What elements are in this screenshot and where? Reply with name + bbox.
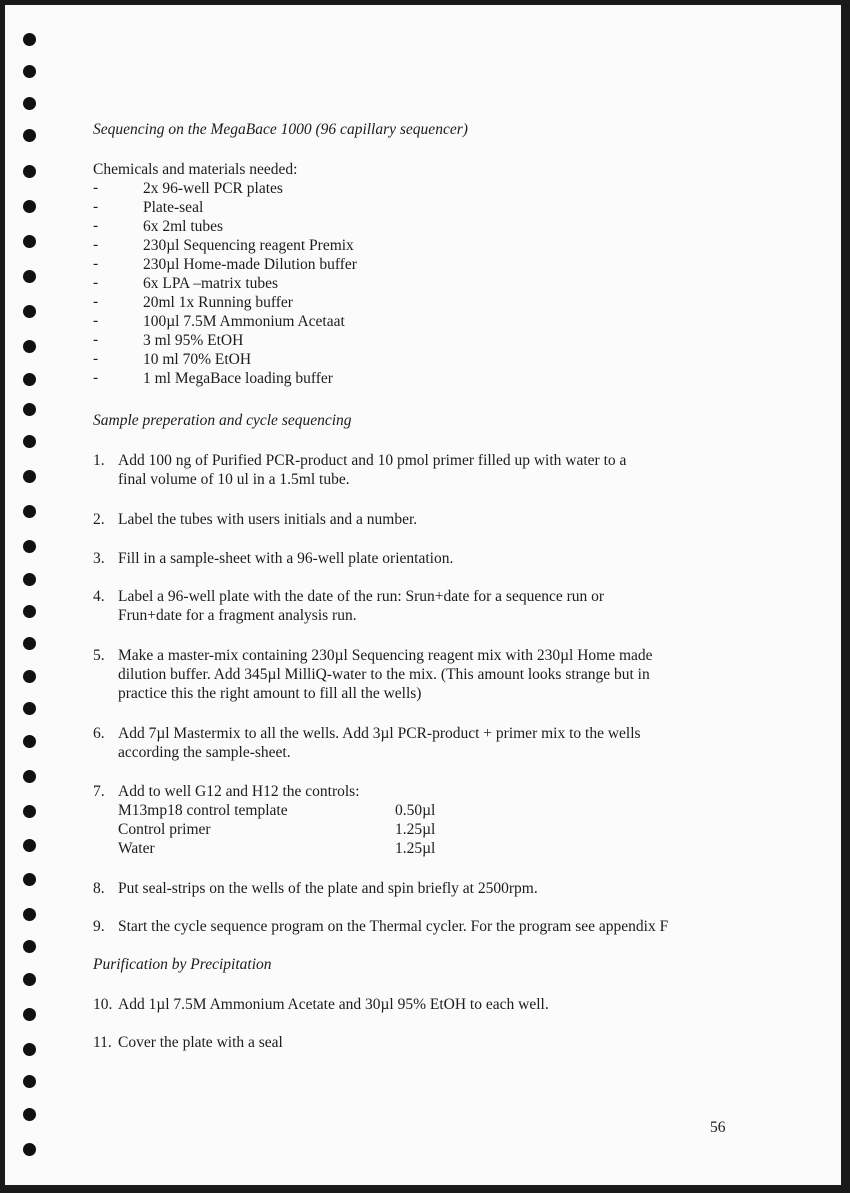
- page-number: 56: [710, 1119, 726, 1136]
- binder-hole: [23, 873, 36, 886]
- list-bullet: -: [93, 255, 99, 272]
- step-number: 8.: [93, 880, 105, 897]
- step-number: 9.: [93, 918, 105, 935]
- step-text: Label the tubes with users initials and a number.: [118, 511, 418, 528]
- binder-holes: [5, 5, 35, 1185]
- step-text: Add 100 ng of Purified PCR-product and 10 pmol primer filled up with water to a: [118, 452, 627, 469]
- step-number: 1.: [93, 452, 105, 469]
- list-bullet: -: [93, 312, 99, 329]
- step-number: 7.: [93, 783, 105, 800]
- step-text: according the sample-sheet.: [118, 744, 291, 761]
- binder-hole: [23, 65, 36, 78]
- binder-hole: [23, 973, 36, 986]
- list-bullet: -: [93, 198, 99, 215]
- step-text: Make a master-mix containing 230µl Sequencing reagent mix with 230µl Home made: [118, 647, 653, 664]
- binder-hole: [23, 505, 36, 518]
- section-heading-sample-prep: Sample preperation and cycle sequencing: [93, 412, 352, 429]
- binder-hole: [23, 805, 36, 818]
- list-bullet: -: [93, 369, 99, 386]
- control-name: Control primer: [118, 821, 211, 838]
- binder-hole: [23, 305, 36, 318]
- step-text: Add 7µl Mastermix to all the wells. Add 3µl PCR-product + primer mix to the wells: [118, 725, 641, 742]
- list-item: 6x LPA –matrix tubes: [143, 275, 279, 292]
- step-text: Fill in a sample-sheet with a 96-well plate orientation.: [118, 550, 454, 567]
- list-item: 10 ml 70% EtOH: [143, 351, 252, 368]
- binder-hole: [23, 435, 36, 448]
- step-number: 11.: [93, 1034, 112, 1051]
- list-item: 6x 2ml tubes: [143, 218, 224, 235]
- list-item: Plate-seal: [143, 199, 204, 216]
- list-bullet: -: [93, 217, 99, 234]
- step-number: 6.: [93, 725, 105, 742]
- step-text: Put seal-strips on the wells of the plate and spin briefly at 2500rpm.: [118, 880, 538, 897]
- list-item: 230µl Sequencing reagent Premix: [143, 237, 354, 254]
- step-text: Add 1µl 7.5M Ammonium Acetate and 30µl 95% EtOH to each well.: [118, 996, 549, 1013]
- document-title: Sequencing on the MegaBace 1000 (96 capillary sequencer): [93, 121, 468, 138]
- list-item: 230µl Home-made Dilution buffer: [143, 256, 357, 273]
- binder-hole: [23, 235, 36, 248]
- binder-hole: [23, 540, 36, 553]
- binder-hole: [23, 373, 36, 386]
- binder-hole: [23, 1075, 36, 1088]
- binder-hole: [23, 165, 36, 178]
- binder-hole: [23, 129, 36, 142]
- step-text: Frun+date for a fragment analysis run.: [118, 607, 357, 624]
- binder-hole: [23, 839, 36, 852]
- binder-hole: [23, 270, 36, 283]
- control-name: M13mp18 control template: [118, 802, 288, 819]
- binder-hole: [23, 403, 36, 416]
- control-amount: 0.50µl: [395, 802, 436, 819]
- binder-hole: [23, 573, 36, 586]
- list-bullet: -: [93, 331, 99, 348]
- binder-hole: [23, 735, 36, 748]
- binder-hole: [23, 200, 36, 213]
- step-text: practice this the right amount to fill all the wells): [118, 685, 422, 702]
- control-name: Water: [118, 840, 155, 857]
- binder-hole: [23, 702, 36, 715]
- materials-heading: Chemicals and materials needed:: [93, 161, 298, 178]
- step-number: 10.: [93, 996, 113, 1013]
- list-bullet: -: [93, 293, 99, 310]
- step-number: 3.: [93, 550, 105, 567]
- binder-hole: [23, 637, 36, 650]
- binder-hole: [23, 1043, 36, 1056]
- binder-hole: [23, 33, 36, 46]
- document-page: [5, 5, 841, 1185]
- list-item: 100µl 7.5M Ammonium Acetaat: [143, 313, 345, 330]
- list-item: 2x 96-well PCR plates: [143, 180, 283, 197]
- binder-hole: [23, 670, 36, 683]
- binder-hole: [23, 940, 36, 953]
- control-amount: 1.25µl: [395, 840, 436, 857]
- list-bullet: -: [93, 350, 99, 367]
- step-number: 2.: [93, 511, 105, 528]
- list-bullet: -: [93, 179, 99, 196]
- control-amount: 1.25µl: [395, 821, 436, 838]
- step-number: 5.: [93, 647, 105, 664]
- step-text: final volume of 10 ul in a 1.5ml tube.: [118, 471, 350, 488]
- list-item: 20ml 1x Running buffer: [143, 294, 293, 311]
- binder-hole: [23, 1008, 36, 1021]
- list-bullet: -: [93, 236, 99, 253]
- binder-hole: [23, 470, 36, 483]
- binder-hole: [23, 1143, 36, 1156]
- list-item: 3 ml 95% EtOH: [143, 332, 244, 349]
- binder-hole: [23, 770, 36, 783]
- step-text: Label a 96-well plate with the date of the run: Srun+date for a sequence run or: [118, 588, 605, 605]
- step-text: Cover the plate with a seal: [118, 1034, 283, 1051]
- step-text: Start the cycle sequence program on the Thermal cycler. For the program see appendix F: [118, 918, 669, 935]
- list-item: 1 ml MegaBace loading buffer: [143, 370, 333, 387]
- list-bullet: -: [93, 274, 99, 291]
- step-number: 4.: [93, 588, 105, 605]
- binder-hole: [23, 340, 36, 353]
- step-text: Add to well G12 and H12 the controls:: [118, 783, 360, 800]
- binder-hole: [23, 97, 36, 110]
- binder-hole: [23, 1108, 36, 1121]
- section-heading-purification: Purification by Precipitation: [93, 956, 272, 973]
- binder-hole: [23, 908, 36, 921]
- step-text: dilution buffer. Add 345µl MilliQ-water to the mix. (This amount looks strange but in: [118, 666, 650, 683]
- binder-hole: [23, 605, 36, 618]
